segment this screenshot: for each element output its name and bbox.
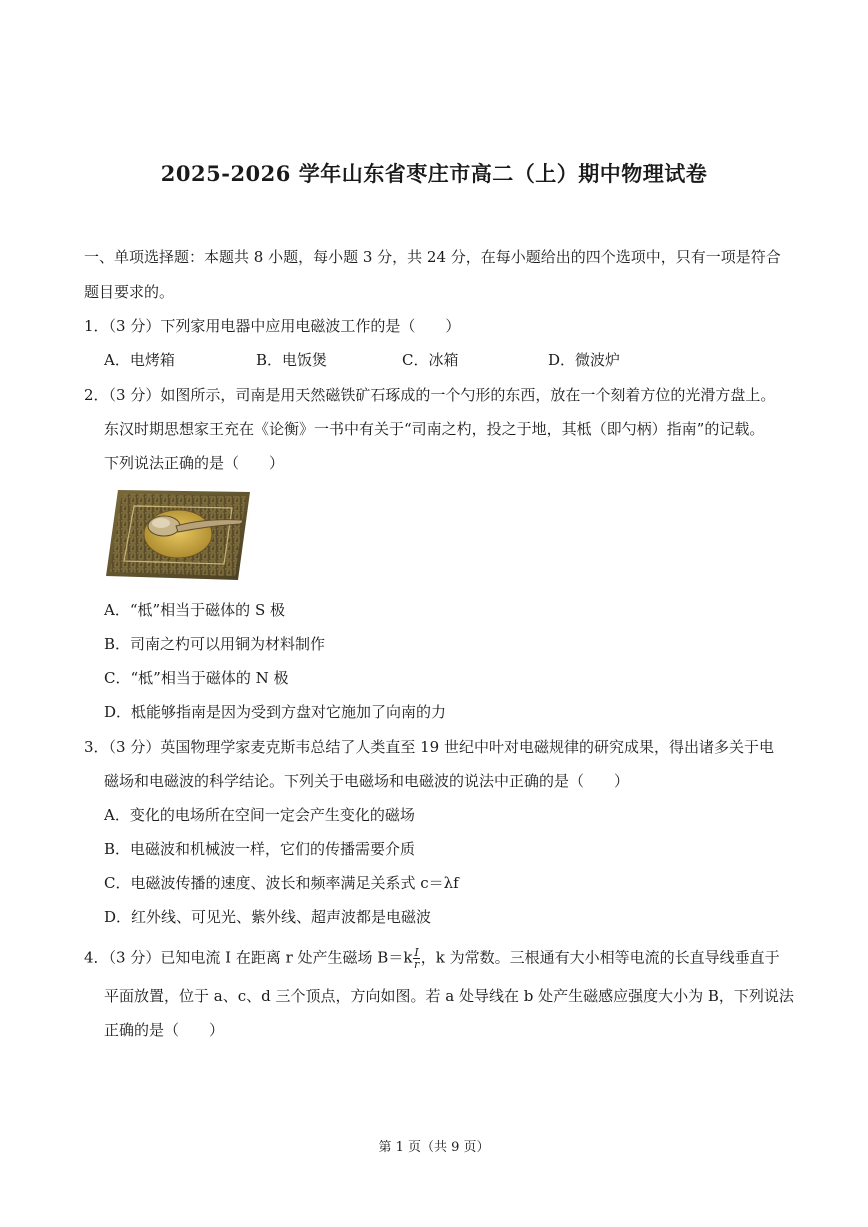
question-2-line-1: 2．（3 分）如图所示，司南是用天然磁铁矿石琢成的一个勺形的东西，放在一个刻着方位的光滑方盘上。 (84, 386, 776, 404)
question-1-option-c: C．冰箱 (402, 351, 459, 369)
question-4-line-3: 正确的是（ ） (104, 1021, 225, 1039)
question-3-line-2: 磁场和电磁波的科学结论。下列关于电磁场和电磁波的说法中正确的是（ ） (104, 772, 630, 790)
question-3-option-b: B．电磁波和机械波一样，它们的传播需要介质 (104, 840, 416, 858)
sinan-compass-image (104, 488, 252, 582)
question-2-option-b: B．司南之杓可以用铜为材料制作 (104, 635, 326, 653)
question-2-option-d: D．柢能够指南是因为受到方盘对它施加了向南的力 (104, 703, 447, 721)
section-heading-line-1: 一、单项选择题：本题共 8 小题，每小题 3 分，共 24 分，在每小题给出的四个选项中，只有一项是符合 (84, 248, 781, 266)
question-4-line-1-suffix: ，k 为常数。三根通有大小相等电流的长直导线垂直于 (420, 948, 780, 967)
question-2-option-c: C．“柢”相当于磁体的 N 极 (104, 669, 289, 687)
question-3-option-d: D．红外线、可见光、紫外线、超声波都是电磁波 (104, 908, 432, 926)
question-4-line-1 (84, 947, 780, 970)
question-3-option-c: C．电磁波传播的速度、波长和频率满足关系式 c＝λf (104, 874, 459, 892)
question-4-line-1-prefix: 4．（3 分）已知电流 I 在距离 r 处产生磁场 B＝k (84, 948, 413, 967)
question-2-line-3: 下列说法正确的是（ ） (104, 454, 285, 472)
question-4-line-2: 平面放置，位于 a、c、d 三个顶点，方向如图。若 a 处导线在 b 处产生磁感应强度大小为 B，下列说法 (104, 987, 794, 1005)
formula-fraction (413, 947, 419, 970)
question-1-option-a: A．电烤箱 (104, 351, 175, 369)
question-2-line-2: 东汉时期思想家王充在《论衡》一书中有关于“司南之杓，投之于地，其柢（即勺柄）指南”的记载。 (104, 420, 765, 438)
question-3-line-1: 3．（3 分）英国物理学家麦克斯韦总结了人类直至 19 世纪中叶对电磁规律的研究成果，得出诸多关于电 (84, 738, 774, 756)
page-footer: 第 1 页（共 9 页） (378, 1140, 490, 1155)
question-2-option-a: A．“柢”相当于磁体的 S 极 (104, 601, 285, 619)
section-heading-line-2: 题目要求的。 (84, 283, 175, 301)
question-3-option-a: A．变化的电场所在空间一定会产生变化的磁场 (104, 806, 415, 824)
question-1-option-b: B．电饭煲 (256, 351, 328, 369)
formula-denominator: r (413, 958, 420, 971)
exam-title: 2025-2026 学年山东省枣庄市高二（上）期中物理试卷 (160, 161, 708, 186)
question-1-option-d: D．微波炉 (548, 351, 621, 369)
formula-numerator: I (414, 946, 419, 959)
question-1-stem: 1．（3 分）下列家用电器中应用电磁波工作的是（ ） (84, 317, 461, 335)
